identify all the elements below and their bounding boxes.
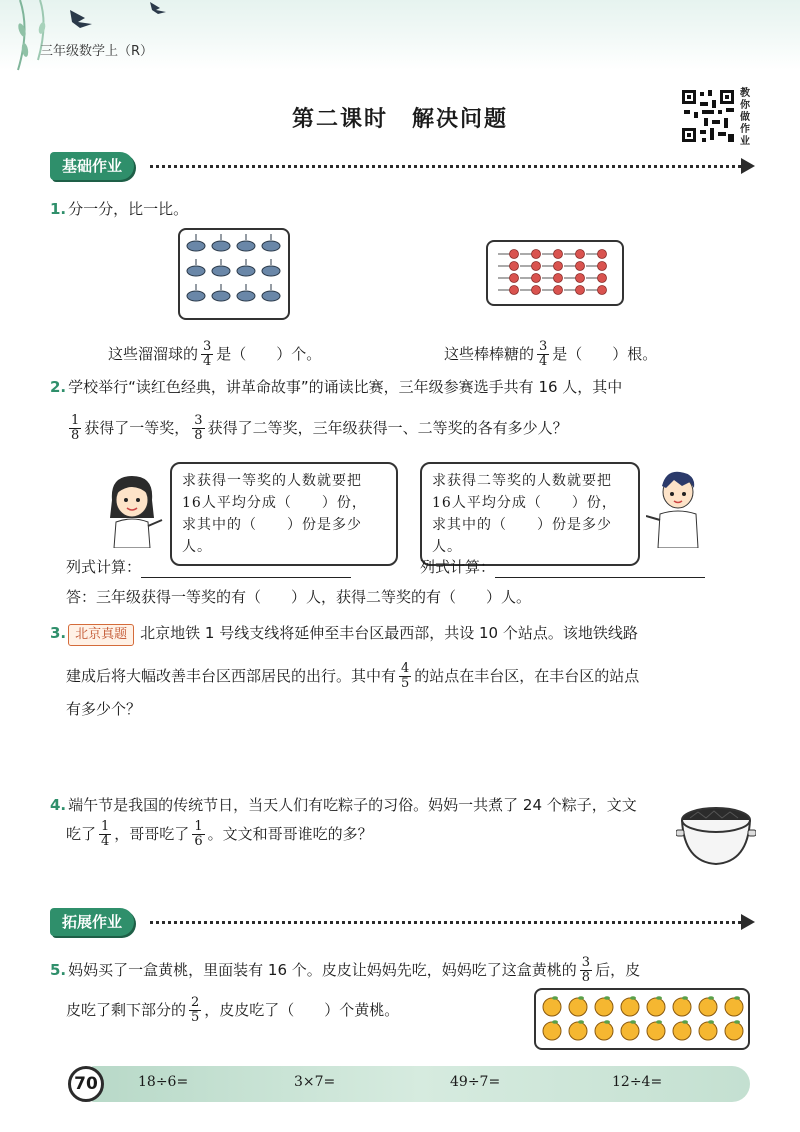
q1-left-post[interactable]: 是（ ）个。: [216, 345, 322, 363]
arrow-right-icon: [741, 914, 755, 930]
q4-line2c: 。文文和哥哥谁吃的多？: [207, 825, 373, 843]
q3-line2a: 建成后将大幅改善丰台区西部居民的出行。其中有: [66, 667, 397, 685]
yoyo-picture: [178, 228, 290, 320]
fraction-numerator: 3: [203, 339, 212, 354]
q4-number: 4.: [50, 796, 67, 814]
beijing-exam-tag: 北京真题: [68, 624, 134, 646]
fraction-denominator: 5: [401, 676, 410, 691]
mental-calc-2[interactable]: 3×7=: [294, 1074, 336, 1090]
q2-calc-right: [420, 556, 705, 578]
hint-bubble-left: [170, 462, 398, 566]
fraction-denominator: 8: [194, 428, 203, 443]
q2-line2b: 获得了二等奖，三年级获得一、二等奖的各有多少人？: [207, 419, 568, 437]
fraction: [399, 662, 411, 691]
q3-line2b: 的站点在丰台区，在丰台区的站点: [414, 667, 640, 685]
peach-box-picture: [534, 988, 750, 1050]
q2-answer[interactable]: 答：三年级获得一等奖的有（ ）人，获得二等奖的有（ ）人。: [66, 588, 532, 606]
zongzi-pot-illustration: [676, 800, 756, 870]
q2-line2: [66, 414, 568, 443]
q2-line1-text: 学校举行“读红色经典，讲革命故事”的诵读比赛，三年级参赛选手共有 16 人，其中: [68, 378, 623, 396]
q1-prompt: [50, 198, 188, 220]
section-bar-extended: [50, 908, 755, 936]
fraction-denominator: 4: [539, 354, 548, 369]
q1-right-pre: 这些棒棒糖的: [444, 345, 535, 363]
lollipop-picture: [486, 240, 624, 306]
q2-line2a: 获得了一等奖，: [84, 419, 190, 437]
q2-line1: [50, 376, 622, 398]
fraction-denominator: 4: [203, 354, 212, 369]
lesson-title: 第二课时 解决问题: [291, 107, 508, 132]
yoyo-illustration: [180, 230, 288, 318]
dotted-divider: [150, 165, 741, 168]
section-tag-extended: 拓展作业: [50, 908, 134, 936]
fraction-denominator: 5: [191, 1010, 200, 1025]
fraction-numerator: 4: [401, 661, 410, 676]
boy-illustration: [646, 466, 706, 548]
q2-number: 2.: [50, 378, 67, 396]
q5-number: 5.: [50, 961, 67, 979]
arrow-right-icon: [741, 158, 755, 174]
q1-right-answer: [444, 340, 657, 369]
q3-line1-text: 北京地铁 1 号线支线将延伸至丰台区最西部，共设 10 个站点。该地铁线路: [140, 624, 638, 642]
fraction: [580, 956, 592, 985]
answer-line-left[interactable]: [141, 560, 351, 578]
q2-calc-left: [66, 556, 351, 578]
q5-line1a: 妈妈买了一盒黄桃，里面装有 16 个。皮皮让妈妈先吃，妈妈吃了这盒黄桃的: [68, 961, 577, 979]
fraction: [69, 414, 81, 443]
bubble-right-line1: 求获得二等奖的人数就要把: [432, 473, 612, 489]
book-label: 三年级数学上（R）: [40, 44, 154, 59]
q1-left-pre: 这些溜溜球的: [108, 345, 199, 363]
fraction: [537, 340, 549, 369]
fraction: [192, 820, 204, 849]
bubble-right-line2[interactable]: 16人平均分成（ ）份，: [432, 495, 617, 511]
q1-left-answer: [108, 340, 321, 369]
girl-illustration: [100, 470, 164, 548]
dotted-divider: [150, 921, 741, 924]
fraction: [201, 340, 213, 369]
qr-caption: 教你做作业: [740, 88, 750, 147]
fraction-numerator: 1: [71, 413, 80, 428]
q1-text: 分一分，比一比。: [68, 200, 189, 218]
q4-line2: [66, 820, 373, 849]
q5-line1b: 后，皮: [595, 961, 641, 979]
q4-line2b: ，哥哥吃了: [114, 825, 190, 843]
q3-line1: [50, 622, 638, 646]
fraction-denominator: 4: [101, 834, 110, 849]
fraction: [192, 414, 204, 443]
q5-line2b[interactable]: ，皮皮吃了（ ）个黄桃。: [204, 1001, 400, 1019]
q4-line1: [50, 794, 637, 816]
section-tag-basic: 基础作业: [50, 152, 134, 180]
q1-number: 1.: [50, 200, 67, 218]
q1-right-post[interactable]: 是（ ）根。: [552, 345, 658, 363]
q5-line1: [50, 956, 640, 985]
lollipop-illustration: [488, 242, 622, 304]
mental-calc-1[interactable]: 18÷6=: [138, 1074, 189, 1090]
bubble-left-line2[interactable]: 16人平均分成（ ）份，: [182, 495, 367, 511]
fraction-numerator: 2: [191, 995, 200, 1010]
bubble-left-line1: 求获得一等奖的人数就要把: [182, 473, 362, 489]
calc-label: 列式计算：: [420, 558, 496, 576]
page-number: 70: [68, 1066, 104, 1102]
mental-calc-4[interactable]: 12÷4=: [612, 1074, 663, 1090]
answer-line-right[interactable]: [495, 560, 705, 578]
q5-line2a: 皮吃了剩下部分的: [66, 1001, 187, 1019]
qr-code-icon[interactable]: [680, 88, 736, 144]
fraction-numerator: 3: [539, 339, 548, 354]
q4-line1-text: 端午节是我国的传统节日，当天人们有吃粽子的习俗。妈妈一共煮了 24 个粽子，文文: [68, 796, 637, 814]
fraction-denominator: 8: [71, 428, 80, 443]
fraction-numerator: 3: [194, 413, 203, 428]
fraction-denominator: 8: [581, 970, 591, 985]
section-bar-basic: [50, 152, 755, 180]
fraction: [189, 996, 201, 1025]
bubble-left-line3[interactable]: 求其中的（ ）份是多少人。: [182, 517, 362, 555]
q3-number: 3.: [50, 624, 67, 642]
calc-label: 列式计算：: [66, 558, 142, 576]
q3-line3: 有多少个？: [66, 700, 142, 718]
hint-bubble-right: [420, 462, 640, 566]
fraction: [99, 820, 111, 849]
q4-line2a: 吃了: [66, 825, 97, 843]
fraction-denominator: 6: [194, 834, 203, 849]
fraction-numerator: 3: [581, 955, 591, 970]
fraction-numerator: 1: [101, 819, 110, 834]
yellow-peach-illustration: [536, 990, 748, 1048]
q5-line2: [66, 996, 399, 1025]
q3-line2: [66, 662, 639, 691]
fraction-numerator: 1: [194, 819, 203, 834]
bubble-right-line3[interactable]: 求其中的（ ）份是多少人。: [432, 517, 612, 555]
mental-calc-3[interactable]: 49÷7=: [450, 1074, 501, 1090]
